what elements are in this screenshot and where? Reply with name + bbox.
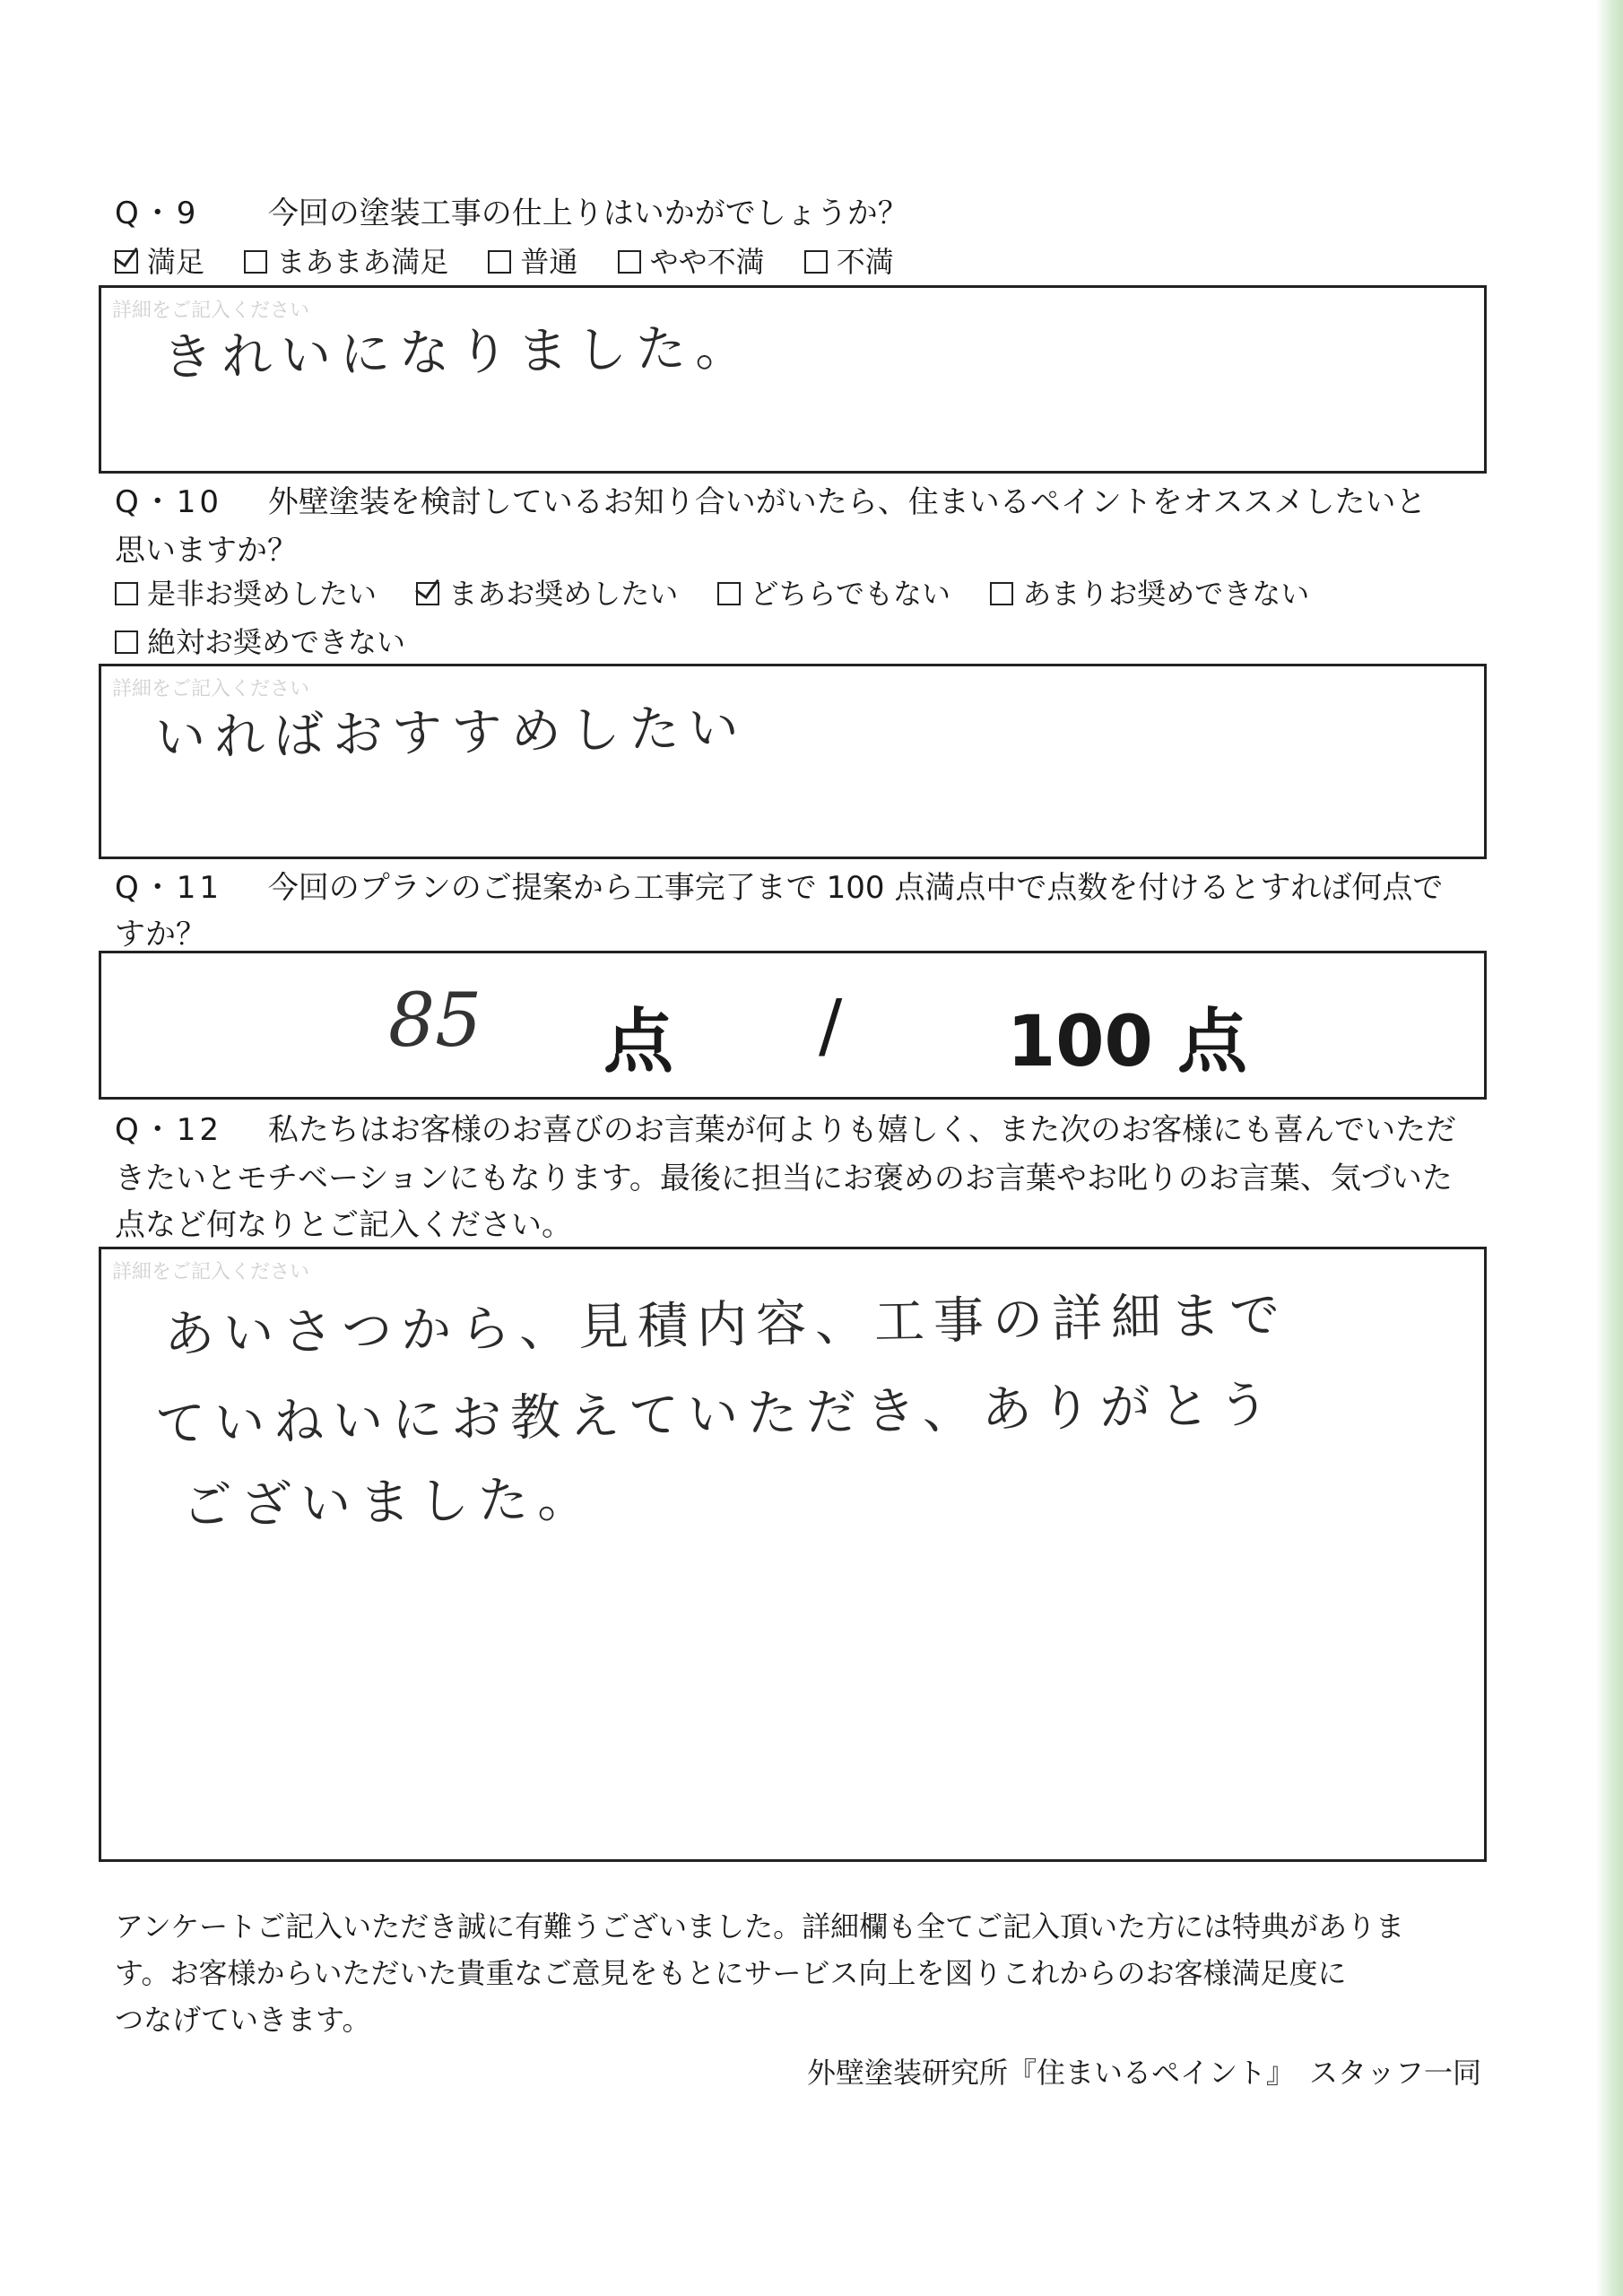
q12-handwritten-line3: ございました。 <box>181 1469 597 1536</box>
q9-option-5[interactable]: 不満 <box>804 242 894 282</box>
q11-score-slash: / <box>819 986 843 1066</box>
q9-option-1[interactable]: 満足 <box>115 242 204 282</box>
q9-hint: 詳細をご記入ください <box>112 300 310 322</box>
q10-option-2[interactable]: まあお奨めしたい <box>416 574 678 613</box>
q9-options <box>115 242 924 282</box>
checkbox-icon[interactable] <box>618 250 641 274</box>
q12-heading <box>115 1109 1456 1152</box>
q10-heading <box>115 481 1426 524</box>
q10-text-line2: 思いますか？ <box>115 533 298 569</box>
checkbox-icon[interactable] <box>717 582 741 605</box>
q9-answer-box[interactable] <box>99 285 1487 474</box>
q12-text-line1: 私たちはお客様のお喜びのお言葉が何よりも嬉しく、また次のお客様にも喜んでいただ <box>267 1112 1457 1148</box>
q12-text-line2: きたいとモチベーションにもなります。最後に担当にお褒めのお言葉やお叱りのお言葉、気づいた <box>115 1161 1453 1196</box>
footer-line2: す。お客様からいただいた貴重なご意見をもとにサービス向上を図りこれからのお客様満足度に <box>115 1956 1347 1990</box>
q9-option-4[interactable]: やや不満 <box>618 242 765 282</box>
footer-line1: アンケートご記入いただき誠に有難うございました。詳細欄も全てご記入頂いた方には特典がありま <box>115 1909 1405 1944</box>
q9-handwritten-answer: きれいになりました。 <box>161 318 755 387</box>
q9-heading <box>115 192 908 235</box>
checkbox-icon[interactable] <box>244 250 267 274</box>
footer-line3: つなげていきます。 <box>115 2003 371 2037</box>
footer-message <box>115 1903 1487 2043</box>
q10-hint: 詳細をご記入ください <box>112 678 310 700</box>
q12-hint: 詳細をご記入ください <box>112 1261 310 1283</box>
page-edge <box>1596 0 1623 2296</box>
q11-handwritten-score: 85 <box>388 978 482 1064</box>
q10-option-3[interactable]: どちらでもない <box>717 574 950 613</box>
q12-answer-box[interactable] <box>99 1247 1487 1862</box>
checkbox-icon[interactable] <box>488 250 511 274</box>
q10-options-row1 <box>115 574 1340 613</box>
q11-text-line2: すか？ <box>115 917 206 952</box>
checkbox-checked-icon[interactable] <box>115 250 138 274</box>
q10-handwritten-answer: いればおすすめしたい <box>154 699 749 768</box>
q9-option-2[interactable]: まあまあ満足 <box>244 242 448 282</box>
q11-score-unit: 点 <box>603 1002 674 1083</box>
q10-answer-box[interactable] <box>99 664 1487 859</box>
q10-option-1[interactable]: 是非お奨めしたい <box>115 574 377 613</box>
q12-number: Q・12 <box>115 1112 223 1148</box>
checkbox-icon[interactable] <box>115 582 138 605</box>
q10-option-5[interactable]: 絶対お奨めできない <box>115 622 405 662</box>
checkbox-icon[interactable] <box>804 250 828 274</box>
q12-handwritten-line2: ていねいにお教えていただき、ありがとう <box>154 1376 1279 1454</box>
q11-score-max: 100 点 <box>1007 1002 1247 1083</box>
q10-number: Q・10 <box>115 484 223 520</box>
q9-text: 今回の塗装工事の仕上りはいかがでしょうか？ <box>267 196 908 231</box>
q11-number: Q・11 <box>115 870 223 906</box>
q11-text-line1: 今回のプランのご提案から工事完了まで 100 点満点中で点数を付けるとすれば何点で <box>267 870 1444 906</box>
q10-option-4[interactable]: あまりお奨めできない <box>990 574 1309 613</box>
q9-number: Q・9 <box>115 196 200 231</box>
q9-option-3[interactable]: 普通 <box>488 242 577 282</box>
q10-text-line1: 外壁塗装を検討しているお知り合いがいたら、住まいるペイントをオススメしたいと <box>267 484 1427 520</box>
q12-text-line3: 点など何なりとご記入ください。 <box>115 1207 572 1243</box>
q12-handwritten-line1: あいさつから、見積内容、工事の詳細まで <box>163 1286 1289 1364</box>
checkbox-icon[interactable] <box>115 631 138 654</box>
q11-heading <box>115 866 1443 909</box>
checkbox-checked-icon[interactable] <box>416 582 439 605</box>
checkbox-icon[interactable] <box>990 582 1013 605</box>
footer-signature: 外壁塗装研究所『住まいるペイント』 スタッフ一同 <box>806 2056 1481 2090</box>
q10-options-row2 <box>115 622 436 662</box>
q11-score-box[interactable] <box>99 951 1487 1100</box>
